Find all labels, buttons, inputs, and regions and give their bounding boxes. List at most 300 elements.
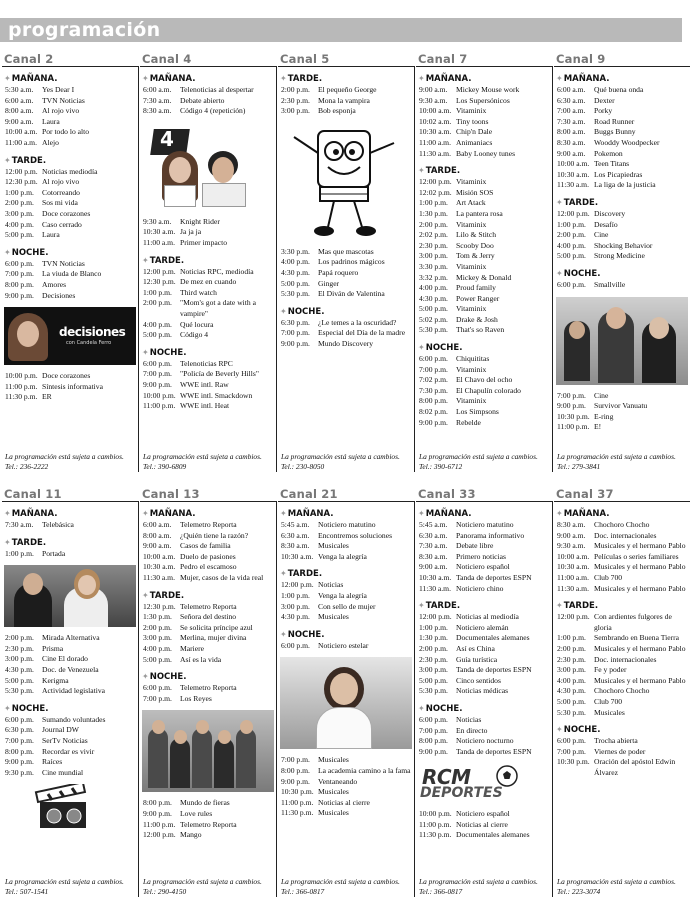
- program-title: Telenoticias RPC: [180, 358, 233, 368]
- program-item: [2, 520, 138, 531]
- program-title: El Diván de Valentina: [318, 289, 385, 299]
- manana-section: [2, 508, 138, 531]
- program-title: Tanda de deportes ESPN: [456, 572, 532, 582]
- program-title: Ja ja ja: [180, 227, 202, 237]
- program-time: 9:00 a.m.: [5, 116, 34, 126]
- program-title: Laura: [42, 230, 60, 240]
- program-title: Oración del apóstol Edwin Álvarez: [594, 757, 676, 777]
- program-time: 5:00 p.m.: [419, 304, 448, 314]
- channel-name: Canal 9: [556, 52, 606, 66]
- program-item: [416, 562, 552, 573]
- program-title: Mona la vampira: [318, 95, 370, 105]
- manana-heading: ✦MAÑANA.: [142, 509, 196, 519]
- schedule-note: La programación está sujeta a cambios. Tel.: 290-4150: [143, 877, 262, 896]
- star-icon: ✦: [418, 166, 425, 176]
- program-title: Recordar es vivir: [42, 746, 95, 756]
- program-item: [278, 339, 414, 350]
- program-title: Musicales y el hermano Pablo: [594, 675, 686, 685]
- program-time: 12:30 p.m.: [143, 277, 176, 287]
- program-item: [554, 757, 690, 778]
- star-icon: ✦: [4, 247, 11, 257]
- noche-section: [140, 671, 276, 704]
- column-divider: [552, 501, 553, 897]
- noche-section: [554, 724, 690, 778]
- program-time: 10:30 p.m.: [281, 787, 314, 797]
- program-title: SerTv Noticias: [42, 735, 88, 745]
- channel-rule: [278, 66, 414, 67]
- program-item: [416, 273, 552, 284]
- program-time: 5:30 p.m.: [419, 325, 448, 335]
- program-title: Qué locura: [180, 319, 214, 329]
- program-title: Desafío: [594, 219, 618, 229]
- tarde-heading: ✦TARDE.: [556, 601, 599, 612]
- program-title: Noticiero matutino: [318, 520, 376, 529]
- program-title: Amores: [42, 279, 67, 289]
- program-time: 10:00 p.m.: [5, 371, 38, 381]
- program-title: TVN Noticias: [42, 95, 85, 105]
- channel-name: Canal 37: [556, 487, 614, 501]
- program-item: [416, 209, 552, 220]
- program-item: [2, 686, 138, 697]
- program-title: Strong Medicine: [594, 251, 645, 261]
- program-item: [140, 401, 276, 412]
- program-time: 2:00 p.m.: [557, 643, 586, 653]
- program-item: [140, 623, 276, 634]
- program-title: Primero noticias: [456, 551, 506, 561]
- program-time: 5:00 p.m.: [5, 230, 34, 240]
- program-title: Síntesis informativa: [42, 381, 103, 391]
- program-time: 4:00 p.m.: [557, 675, 586, 685]
- program-time: 11:30 p.m.: [281, 808, 314, 818]
- manana-section: [416, 73, 552, 159]
- star-icon: ✦: [556, 725, 563, 735]
- program-time: 1:00 p.m.: [5, 187, 34, 197]
- column-divider: [138, 501, 139, 897]
- star-icon: ✦: [142, 74, 149, 83]
- program-item: [554, 85, 690, 96]
- program-title: Art Atack: [456, 198, 486, 208]
- program-item: [2, 633, 138, 644]
- program-time: 10:30 p.m.: [557, 411, 590, 421]
- tarde-section: [2, 155, 138, 241]
- manana-section: [140, 73, 276, 117]
- program-item: [554, 138, 690, 149]
- program-item: [140, 820, 276, 831]
- program-time: 7:00 p.m.: [5, 269, 34, 279]
- program-item: [554, 736, 690, 747]
- program-item: [2, 768, 138, 779]
- star-icon: ✦: [280, 74, 287, 83]
- program-item: [554, 644, 690, 655]
- program-item: [278, 257, 414, 268]
- program-time: 9:00 p.m.: [5, 757, 34, 767]
- channel-name: Canal 21: [280, 487, 338, 501]
- program-item: [2, 96, 138, 107]
- program-title: Laura: [42, 116, 60, 126]
- channel-column: [554, 52, 690, 472]
- tarde-heading: ✦TARDE.: [4, 537, 47, 548]
- program-title: Bob esponja: [318, 106, 356, 116]
- star-icon: ✦: [556, 601, 563, 611]
- program-title: Encontremos soluciones: [318, 530, 393, 540]
- program-item: [554, 552, 690, 563]
- program-title: Cine: [594, 230, 609, 240]
- tarde-heading: ✦TARDE.: [4, 155, 47, 166]
- program-title: Noticias: [456, 714, 482, 724]
- program-time: 2:30 p.m.: [281, 95, 310, 105]
- program-item: [140, 96, 276, 107]
- program-item: [140, 633, 276, 644]
- program-item: [416, 262, 552, 273]
- smallville-cast-image: [556, 297, 688, 385]
- program-time: 9:30 a.m.: [557, 541, 586, 551]
- program-item: [2, 736, 138, 747]
- program-title: Noticias al mediodía: [456, 612, 519, 622]
- channel-rule: [554, 501, 690, 502]
- program-time: 9:00 p.m.: [5, 290, 34, 300]
- program-time: 5:30 p.m.: [5, 686, 34, 696]
- program-title: Telemetro Reporta: [180, 520, 237, 529]
- program-title: Mirada Alternativa: [42, 633, 100, 643]
- program-time: 8:00 p.m.: [281, 765, 310, 775]
- program-title: Chochoro Chocho: [594, 686, 650, 696]
- program-item: [416, 686, 552, 697]
- program-item: [2, 259, 138, 270]
- program-time: 1:30 p.m.: [419, 208, 448, 218]
- program-time: 11:00 p.m.: [419, 819, 452, 829]
- program-title: La viuda de Blanco: [42, 269, 102, 279]
- program-time: 9:00 p.m.: [281, 338, 310, 348]
- program-item: [416, 251, 552, 262]
- program-time: 10:30 a.m.: [557, 169, 590, 179]
- schedule-note: La programación está sujeta a cambios. Tel.: 390-6809: [143, 452, 262, 471]
- star-icon: ✦: [556, 509, 563, 518]
- manana-heading: ✦MAÑANA.: [556, 509, 610, 519]
- program-time: 4:30 p.m.: [281, 612, 310, 622]
- star-icon: ✦: [142, 255, 149, 265]
- program-time: 2:00 p.m.: [5, 633, 34, 643]
- program-title: Survivor Vanuatu: [594, 401, 648, 411]
- program-time: 10:00 a.m.: [557, 551, 590, 561]
- program-title: Documentales alemanes: [456, 633, 530, 643]
- program-item: [416, 117, 552, 128]
- manana-heading: ✦MAÑANA.: [418, 74, 472, 84]
- tarde-section: [554, 197, 690, 262]
- program-item: [554, 686, 690, 697]
- program-title: Vitaminix: [456, 219, 487, 229]
- program-title: Mundo de fieras: [180, 798, 230, 808]
- program-time: 3:00 p.m.: [5, 208, 34, 218]
- channel-rule: [278, 501, 414, 502]
- manana-heading: ✦MAÑANA.: [418, 509, 472, 519]
- program-time: 9:30 a.m.: [419, 95, 448, 105]
- program-title: Decisiones: [42, 290, 76, 300]
- program-item: [554, 180, 690, 191]
- program-item: [140, 562, 276, 573]
- program-item: [2, 392, 138, 403]
- channel-rule: [2, 501, 138, 502]
- program-time: 7:30 a.m.: [5, 520, 34, 529]
- program-time: 7:00 p.m.: [143, 369, 172, 379]
- program-item: [2, 382, 138, 393]
- star-icon: ✦: [418, 509, 425, 518]
- program-time: 12:00 p.m.: [5, 166, 38, 176]
- program-title: Noticiero chino: [456, 583, 504, 593]
- star-icon: ✦: [142, 590, 149, 600]
- program-title: Noticias al cierre: [456, 819, 508, 829]
- channel-rule: [554, 66, 690, 67]
- program-item: [2, 188, 138, 199]
- program-item: [416, 623, 552, 634]
- program-time: 8:00 p.m.: [143, 798, 172, 808]
- program-title: Primer impacto: [180, 237, 228, 247]
- channel-rule: [2, 66, 138, 67]
- tarde-section: [140, 590, 276, 666]
- program-item: [416, 726, 552, 737]
- program-time: 2:30 p.m.: [557, 654, 586, 664]
- program-time: 3:00 p.m.: [5, 654, 34, 664]
- program-time: 10:02 a.m.: [419, 116, 452, 126]
- rcm-logo-text: RCM: [422, 765, 471, 790]
- program-item: [416, 584, 552, 595]
- star-icon: ✦: [142, 672, 149, 682]
- program-time: 1:00 p.m.: [557, 633, 586, 643]
- program-item: [416, 106, 552, 117]
- manana-section: [140, 508, 276, 584]
- program-item: [554, 633, 690, 644]
- program-time: 1:00 p.m.: [143, 287, 172, 297]
- star-icon: ✦: [4, 509, 11, 518]
- program-time: 2:30 p.m.: [419, 654, 448, 664]
- program-time: 2:00 p.m.: [419, 643, 448, 653]
- program-item: [416, 283, 552, 294]
- channel-column: [140, 52, 276, 472]
- program-title: Love rules: [180, 808, 213, 818]
- program-title: Vitaminix: [456, 364, 487, 374]
- program-time: 5:30 p.m.: [557, 707, 586, 717]
- program-time: 9:00 p.m.: [143, 808, 172, 818]
- schedule-note: La programación está sujeta a cambios. Tel.: 236-2222: [5, 452, 124, 471]
- program-time: 2:00 p.m.: [281, 85, 310, 94]
- program-item: [416, 85, 552, 96]
- program-title: Musicales: [594, 707, 625, 717]
- program-item: [554, 220, 690, 231]
- program-time: 6:00 p.m.: [143, 358, 172, 368]
- program-item: [278, 520, 414, 531]
- program-item: [2, 280, 138, 291]
- manana-section: [554, 508, 690, 594]
- program-time: 3:00 p.m.: [419, 251, 448, 261]
- program-title: Mango: [180, 830, 202, 840]
- canal21-presenter-image: [280, 657, 412, 749]
- program-time: 7:00 p.m.: [419, 364, 448, 374]
- program-time: 11:30 p.m.: [419, 830, 452, 840]
- manana-heading: ✦MAÑANA.: [142, 74, 196, 84]
- program-time: 11:00 p.m.: [143, 819, 176, 829]
- star-icon: ✦: [418, 601, 425, 611]
- program-time: 8:30 a.m.: [557, 137, 586, 147]
- program-title: Documentales alemanes: [456, 830, 530, 840]
- program-time: 6:00 a.m.: [143, 520, 172, 529]
- channel-rule: [140, 66, 276, 67]
- program-item: [554, 573, 690, 584]
- program-time: 9:00 p.m.: [143, 379, 172, 389]
- program-time: 1:30 p.m.: [419, 633, 448, 643]
- program-title: WWE intl. Heat: [180, 401, 230, 411]
- program-time: 7:30 a.m.: [557, 116, 586, 126]
- canal4-hosts-image: 4: [142, 123, 274, 211]
- program-item: [416, 386, 552, 397]
- program-title: Duelo de pasiones: [180, 551, 236, 561]
- program-title: Chiquititas: [456, 354, 490, 364]
- schedule-note: La programación está sujeta a cambios. Tel.: 279-3841: [557, 452, 676, 471]
- program-time: 12:30 p.m.: [143, 601, 176, 611]
- program-title: Doce corazones: [42, 371, 91, 381]
- channel-row-2: [2, 487, 686, 897]
- program-item: [140, 602, 276, 613]
- program-item: [278, 247, 414, 258]
- program-time: 6:30 p.m.: [281, 317, 310, 327]
- program-time: 1:30 p.m.: [143, 612, 172, 622]
- program-title: Musicales y el hermano Pablo: [594, 583, 686, 593]
- program-time: 11:00 a.m.: [5, 137, 37, 147]
- spongebob-image: [280, 123, 412, 241]
- program-time: 9:00 a.m.: [419, 85, 448, 94]
- program-item: [140, 809, 276, 820]
- program-title: Los Simpsons: [456, 407, 499, 417]
- program-time: 6:30 a.m.: [281, 530, 310, 540]
- noche-section: [278, 306, 414, 350]
- program-time: 4:00 p.m.: [5, 219, 34, 229]
- program-time: 8:00 p.m.: [419, 396, 448, 406]
- star-icon: ✦: [4, 74, 11, 83]
- program-time: 11:30 p.m.: [5, 392, 38, 402]
- program-title: Noticiero nocturno: [456, 736, 514, 746]
- program-time: 6:00 p.m.: [557, 736, 586, 746]
- program-time: 2:00 p.m.: [5, 198, 34, 208]
- program-time: 5:30 p.m.: [281, 289, 310, 299]
- program-item: [554, 230, 690, 241]
- program-time: 11:30 a.m.: [557, 180, 589, 190]
- program-time: 2:00 p.m.: [557, 230, 586, 240]
- program-item: [278, 85, 414, 96]
- program-time: 2:00 p.m.: [143, 298, 172, 308]
- program-item: [416, 188, 552, 199]
- program-title: Telebásica: [42, 520, 74, 529]
- program-title: Vitaminix: [456, 177, 487, 187]
- channel-name: Canal 13: [142, 487, 200, 501]
- program-title: Musicales: [318, 755, 349, 765]
- program-time: 8:30 a.m.: [143, 106, 172, 116]
- program-item: [416, 665, 552, 676]
- program-title: Rebelde: [456, 417, 481, 427]
- program-item: [140, 655, 276, 666]
- noche-section: [416, 703, 552, 757]
- program-item: [416, 520, 552, 531]
- program-time: 9:00 p.m.: [419, 417, 448, 427]
- program-item: [140, 694, 276, 705]
- program-title: Los Supersónicos: [456, 95, 510, 105]
- program-item: [2, 654, 138, 665]
- program-title: Power Ranger: [456, 293, 500, 303]
- program-item: [140, 359, 276, 370]
- program-time: 4:00 p.m.: [419, 283, 448, 293]
- channel-row-1: [2, 52, 682, 472]
- star-icon: ✦: [4, 155, 11, 165]
- program-time: 6:00 p.m.: [5, 714, 34, 724]
- program-item: [278, 798, 414, 809]
- program-title: Doc. de Venezuela: [42, 664, 99, 674]
- program-title: Portada: [42, 548, 66, 558]
- program-item: [554, 170, 690, 181]
- program-title: Musicales: [318, 808, 349, 818]
- program-item: [2, 549, 138, 560]
- program-title: Shocking Behavior: [594, 240, 653, 250]
- program-item: [554, 665, 690, 676]
- program-time: 7:02 p.m.: [419, 375, 448, 385]
- program-item: [2, 85, 138, 96]
- program-time: 6:00 a.m.: [5, 95, 34, 105]
- program-item: [278, 591, 414, 602]
- program-time: 5:00 p.m.: [557, 696, 586, 706]
- program-item: [140, 541, 276, 552]
- program-item: [140, 277, 276, 288]
- program-item: [140, 85, 276, 96]
- schedule-note: La programación está sujeta a cambios. Tel.: 366-0817: [419, 877, 538, 896]
- manana-heading: ✦MAÑANA.: [280, 509, 334, 519]
- column-divider: [138, 66, 139, 472]
- program-time: 1:00 p.m.: [419, 198, 448, 208]
- program-title: El pequeño George: [318, 85, 377, 94]
- program-title: Los Picapiedras: [594, 169, 643, 179]
- program-time: 9:00 p.m.: [281, 776, 310, 786]
- program-item: [416, 354, 552, 365]
- program-item: [2, 138, 138, 149]
- program-title: Yes Dear I: [42, 85, 75, 94]
- manana-heading: ✦MAÑANA.: [4, 509, 58, 519]
- program-title: Noticias médicas: [456, 686, 509, 696]
- program-time: 10:30 p.m.: [557, 757, 590, 767]
- program-time: 11:30 a.m.: [143, 572, 175, 582]
- program-time: 12:00 p.m.: [281, 580, 314, 590]
- soccer-ball-icon: [496, 765, 518, 787]
- program-time: 2:30 p.m.: [5, 643, 34, 653]
- program-item: [554, 401, 690, 412]
- program-time: 11:00 a.m.: [557, 572, 589, 582]
- program-item: [140, 683, 276, 694]
- program-title: Noticiero español: [456, 562, 510, 572]
- program-item: [416, 418, 552, 429]
- program-title: Especial del Día de la madre: [318, 328, 406, 338]
- program-title: Proud family: [456, 283, 496, 293]
- program-title: Al rojo vivo: [42, 177, 80, 187]
- program-title: Tom & Jerry: [456, 251, 495, 261]
- program-title: Así es la vida: [180, 654, 222, 664]
- manana-section: [416, 508, 552, 594]
- manana-section: [278, 508, 414, 562]
- program-time: 6:30 a.m.: [557, 95, 586, 105]
- program-item: [416, 149, 552, 160]
- program-item: [416, 655, 552, 666]
- program-item: [140, 238, 276, 249]
- program-title: Telemetro Reporta: [180, 819, 237, 829]
- program-title: Doc. internacionales: [594, 654, 657, 664]
- noche-heading: ✦NOCHE.: [4, 247, 49, 258]
- program-item: [554, 584, 690, 595]
- program-item: [416, 633, 552, 644]
- program-time: 11:30 a.m.: [419, 148, 451, 158]
- program-time: 7:00 p.m.: [557, 746, 586, 756]
